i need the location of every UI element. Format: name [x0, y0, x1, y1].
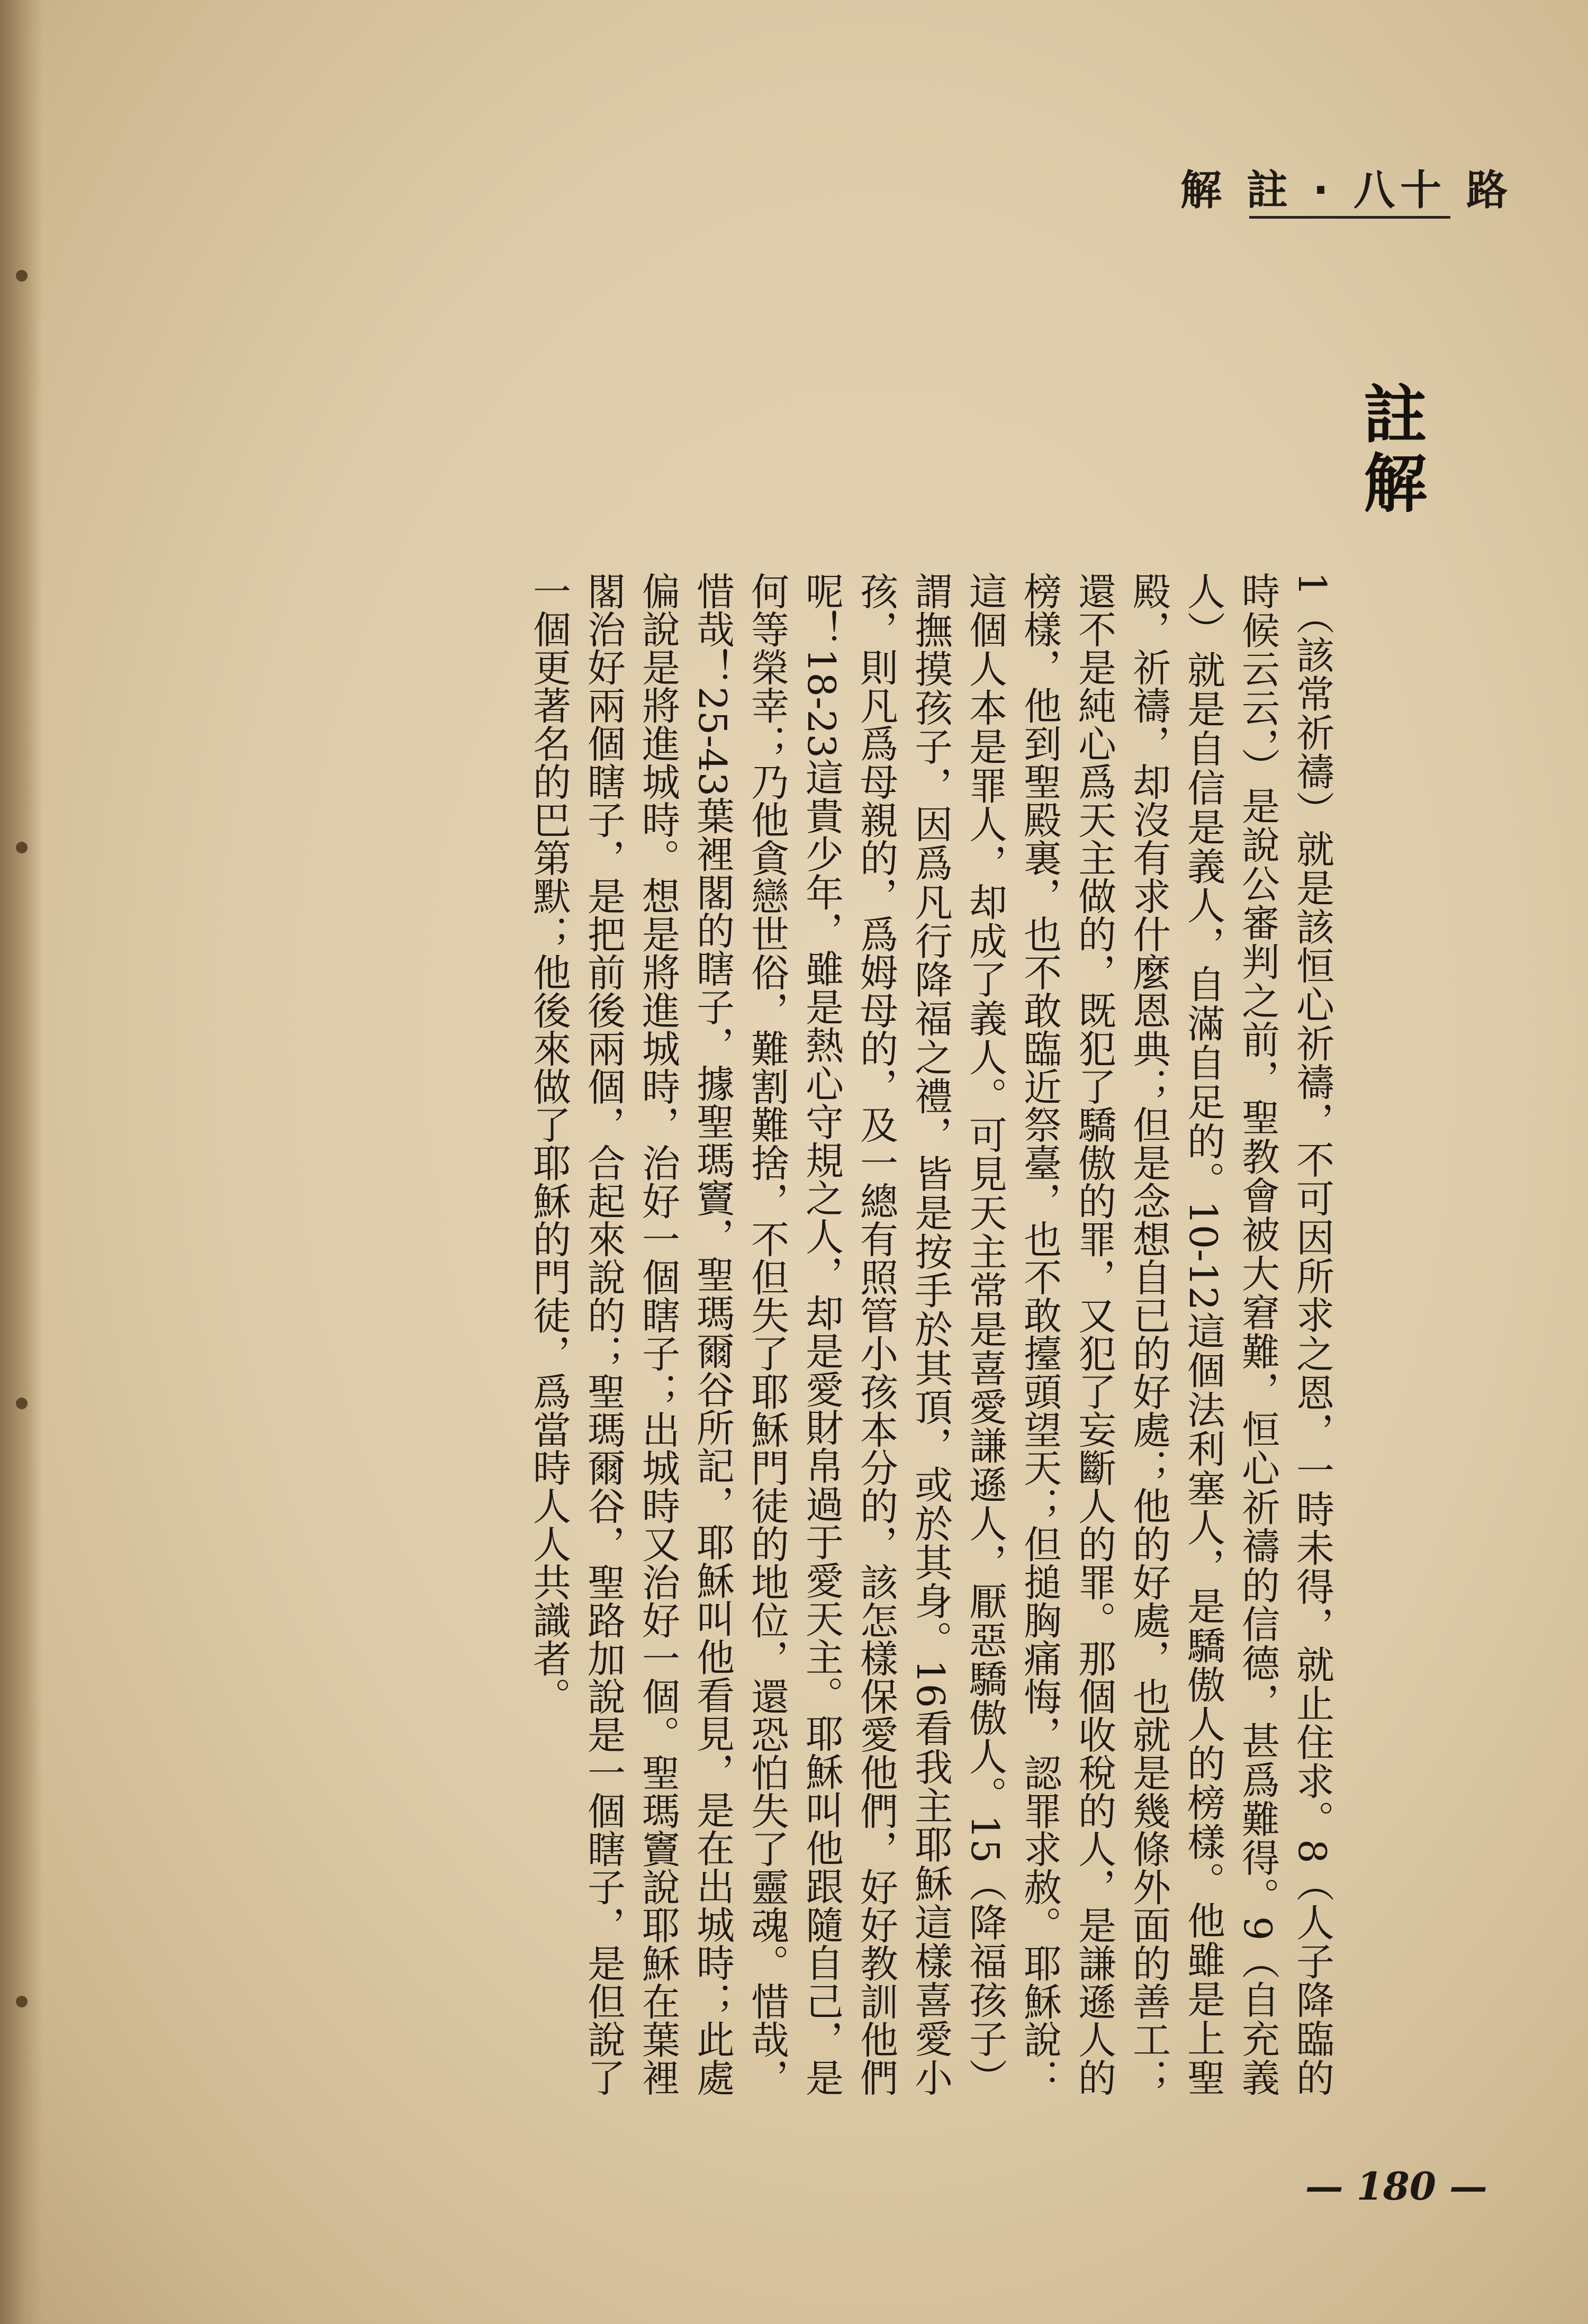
page-number: — 180 — [1305, 2164, 1487, 2209]
section-title: 註解 [1353, 381, 1427, 519]
binding-stitch [16, 1996, 28, 2007]
binding-gutter [0, 0, 42, 2324]
binding-stitch [16, 1398, 28, 1409]
running-head-rule [1249, 216, 1450, 219]
binding-stitch [16, 842, 28, 853]
running-head: 解 註 · 八十 路 [1180, 167, 1513, 214]
binding-stitch [16, 270, 28, 282]
annotation-body: 1（該常祈禱）就是該恒心祈禱，不可因所求之恩，一時未得，就止住求。8（人子降臨的時候云云，）是說公審判之前，聖教會被大窘難，恒心祈禱的信德，甚爲難得。9（自充義人）就是自信是義人，自滿自足的。10-12這個法利塞人，是驕傲人的榜樣。他雖是上聖殿，祈禱，却沒有求什麼恩典；但是念想自已的好處；他的好處，也就是幾條外面的善工；還不是純心爲天主做的，既犯了驕傲的罪，又犯了妄斷人的罪。那個收稅的人，是謙遜人的榜樣，他到聖殿裏，也不敢臨近祭臺，也不敢擡頭望天；但搥胸痛悔，認罪求赦。耶穌說：這個人本是罪人，却成了義人。可見天主常是喜愛謙遜人，厭惡驕傲人。15（降福孩子）謂撫摸孩子，因爲凡行降福之禮，皆是按手於其頂，或於其身。16看我主耶穌這樣喜愛小孩，則凡爲母親的，爲姆母的，及一總有照管小孩本分的，該怎樣保愛他們，好好教訓他們呢！18-23這貴少年，雖是熱心守規之人，却是愛財帛過于愛天主。耶穌叫他跟隨自己，是何等榮幸；乃他貪戀世俗，難割難捨，不但失了耶穌門徒的地位，還恐怕失了靈魂。惜哉，惜哉！25-43葉裡閣的瞎子，據聖瑪竇，聖瑪爾谷所記，耶穌叫他看見，是在出城時；此處偏說是將進城時。想是將進城時，治好一個瞎子；出城時又治好一個。聖瑪竇說耶穌在葉裡閣治好兩個瞎子，是把前後兩個，合起來說的；聖瑪爾谷，聖路加說是一個瞎子，是但說了一個更著名的巴第默；他後來做了耶穌的門徒，爲當時人人共識者。 [527, 572, 1334, 2096]
